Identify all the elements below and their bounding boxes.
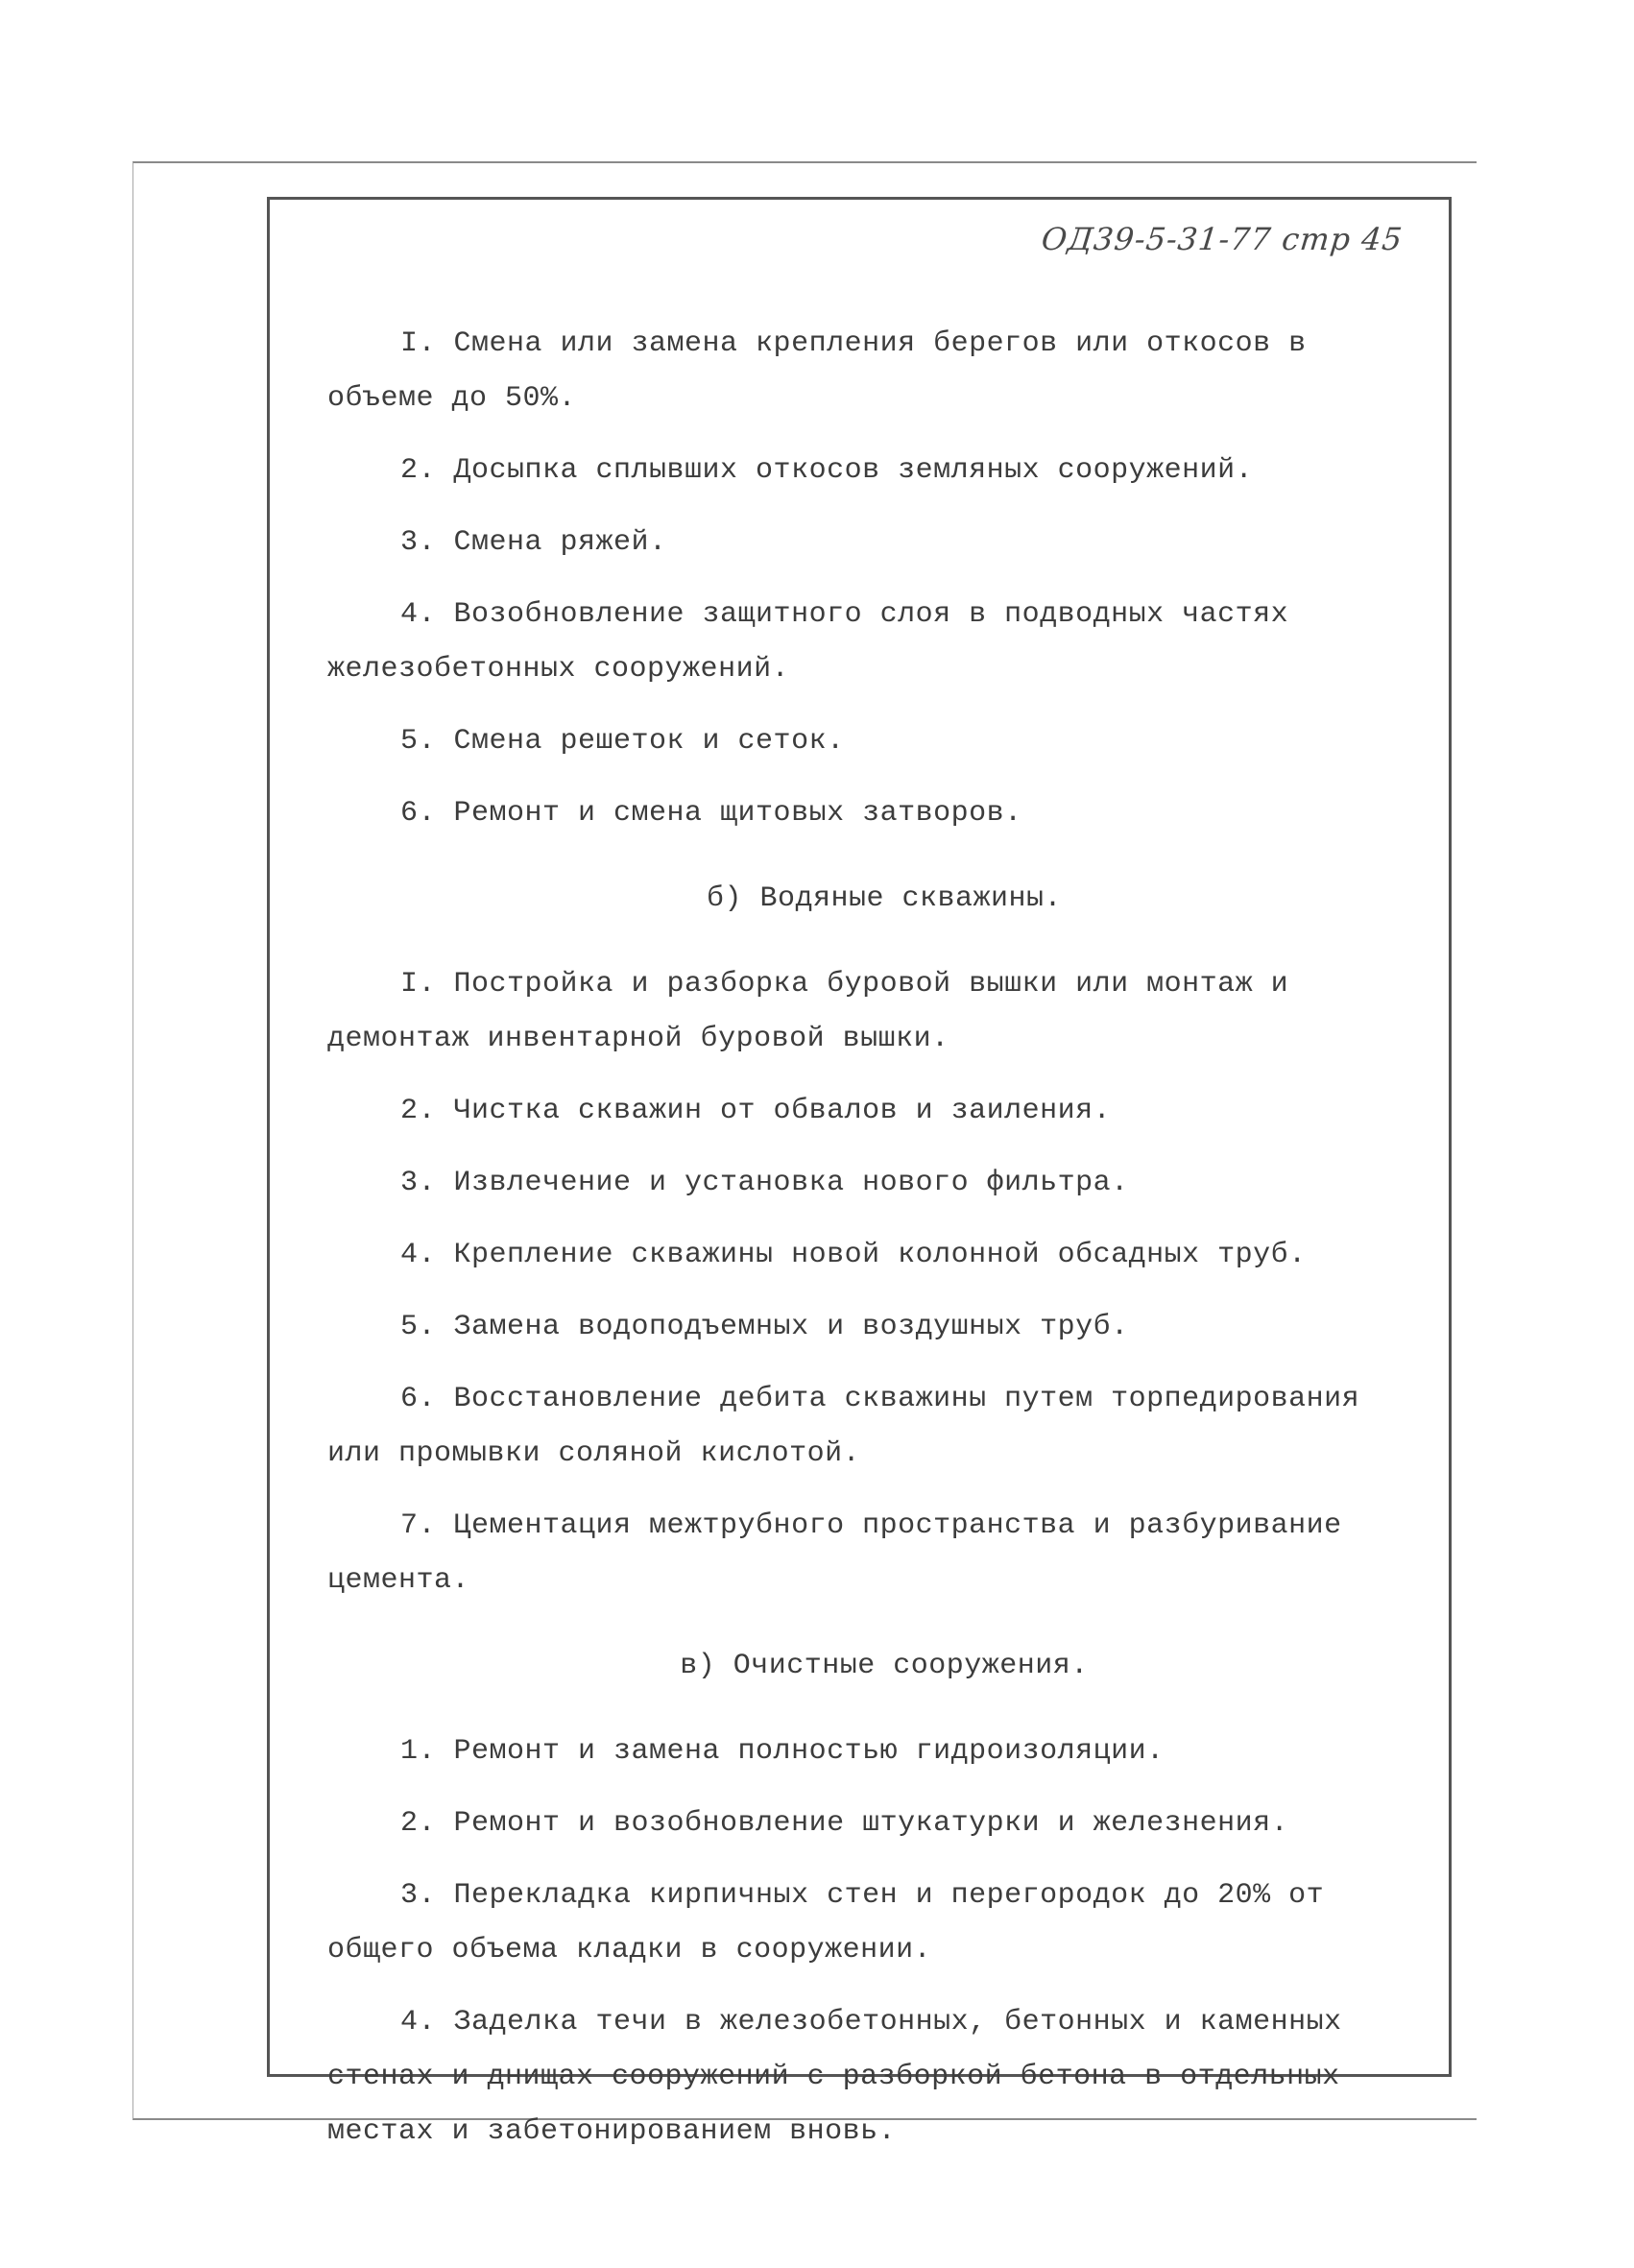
section-c-item-2: 2. Ремонт и возобновление штукатурки и железнения. <box>400 1807 1289 1840</box>
section-b-heading: б) Водяные скважины. <box>706 882 1063 915</box>
document-frame <box>267 197 1452 2148</box>
section-b-item-5: 5. Замена водоподъемных и воздушных труб. <box>400 1311 1129 1343</box>
section-b-item-7: 7. Цементация межтрубного пространства и разбуривание цемента. <box>327 1509 1360 1597</box>
section-a-item-2: 2. Досыпка сплывших откосов земляных сооружений. <box>400 454 1254 487</box>
section-b-item-3: 3. Извлечение и установка нового фильтра. <box>400 1167 1129 1199</box>
document-code: ОД39-5-31-77 стр 45 <box>1039 221 1405 257</box>
section-b-item-6: 6. Восстановление дебита скважины путем торпедирования или промывки соляной кислотой. <box>327 1383 1378 1470</box>
section-b-item-4: 4. Крепление скважины новой колонной обсадных труб. <box>400 1239 1307 1271</box>
document-body <box>327 317 1403 2159</box>
section-a-item-6: 6. Ремонт и смена щитовых затворов. <box>400 797 1022 830</box>
section-b-item-2: 2. Чистка скважин от обвалов и заиления. <box>400 1095 1112 1127</box>
section-a-item-1: I. Смена или замена крепления берегов или откосов в объеме до 50%. <box>327 327 1325 415</box>
section-c-item-3: 3. Перекладка кирпичных стен и перегородок до 20% от общего объема кладки в сооружении. <box>327 1879 1342 1966</box>
section-c-heading: в) Очистные сооружения. <box>680 1650 1089 1682</box>
section-c-item-4: 4. Заделка течи в железобетонных, бетонных и каменных стенах и днищах сооружений с разборкой бетона в отдельных местах и забетонированием вновь. <box>327 2006 1360 2148</box>
section-a-item-3: 3. Смена ряжей. <box>400 526 667 559</box>
section-b-item-1: I. Постройка и разборка буровой вышки или монтаж и демонтаж инвентарной буровой вышки. <box>327 968 1307 1055</box>
section-a-item-4: 4. Возобновление защитного слоя в подводных частях железобетонных сооружений. <box>327 598 1307 686</box>
section-c-item-1: 1. Ремонт и замена полностью гидроизоляции. <box>400 1735 1165 1768</box>
section-a-item-5: 5. Смена решеток и сеток. <box>400 725 845 758</box>
